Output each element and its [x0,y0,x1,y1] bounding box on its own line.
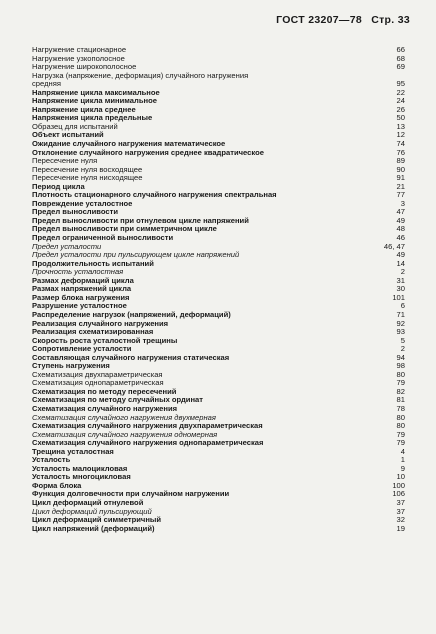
index-page-number: 89 [396,156,405,166]
index-term: Схематизация по методу пересечений [32,386,177,396]
index-page-number: 50 [396,113,405,123]
index-page-number: 9 [400,463,405,473]
index-term: Реализация схематизированная [32,327,154,337]
index-term: Объект испытаний [32,130,104,140]
index-term: Распределение нагрузок (напряжений, деформаций) [32,309,231,319]
index-page-number: 46 [396,233,405,243]
index-term: Цикл деформаций пульсирующий [32,506,152,516]
index-term: Ступень нагружения [32,361,110,371]
index-page-number: 32 [396,515,405,525]
index-term: Сопротивление усталости [32,344,132,354]
index-term: Предел ограниченной выносливости [32,233,174,243]
index-page-number: 49 [396,250,405,260]
index-term: Усталость малоцикловая [32,463,128,473]
index-page-number: 13 [396,121,405,131]
page-header [276,14,410,26]
index-term: Напряжение цикла максимальное [32,87,160,97]
index-page-number: 80 [396,421,405,431]
index-page-number: 5 [400,335,405,345]
index-term: Цикл деформаций симметричный [32,515,162,525]
index-page-number: 78 [396,403,405,413]
index-term: Цикл деформаций отнулевой [32,497,144,507]
index-list [32,46,405,533]
index-term: Схематизация случайного нагружения [32,403,178,413]
index-page-number: 2 [400,344,405,354]
index-term: Пересечение нуля нисходящее [32,173,143,183]
index-page-number: 68 [396,53,405,63]
index-page-number: 81 [396,395,405,405]
standard-number: ГОСТ 23207—78 [276,14,363,26]
index-page-number: 12 [396,130,405,140]
index-term: Схематизация случайного нагружения двухмерная [32,412,216,422]
index-term: Предел усталости [32,241,102,251]
index-page-number: 10 [396,472,405,482]
index-term: Отклонение случайного нагружения среднее квадратическое [32,147,264,157]
index-term: Предел выносливости при отнулевом цикле напряжений [32,215,249,225]
index-term: Период цикла [32,181,85,191]
index-term: Разрушение усталостное [32,301,127,311]
index-term: Прочность усталостная [32,267,124,277]
index-page-number: 100 [392,480,405,490]
index-term: Напряжение цикла минимальное [32,96,157,106]
index-page-number: 79 [396,378,405,388]
index-page-number: 82 [396,386,405,396]
index-page-number: 3 [400,198,405,208]
index-page-number: 37 [396,506,405,516]
index-term: Нагрузка (напряжение, деформация) случайного нагружения [32,70,249,80]
index-term: Предел выносливости при симметричном цикле [32,224,217,234]
index-term: Напряжения цикла предельные [32,113,153,123]
index-term: Образец для испытаний [32,121,118,131]
index-page-number: 98 [396,361,405,371]
index-term: Ожидание случайного нагружения математическое [32,139,226,149]
index-term: Продолжительность испытаний [32,258,154,268]
index-page-number: 71 [396,309,405,319]
index-page-number: 6 [400,301,405,311]
index-term: Размах деформаций цикла [32,275,134,285]
index-page-number: 101 [392,292,405,302]
index-page-number: 49 [396,215,405,225]
index-page-number: 22 [396,87,405,97]
index-page-number: 91 [396,173,405,183]
index-term: Усталость [32,455,71,465]
index-term: Схематизация случайного нагружения двухпараметрическая [32,421,263,431]
index-term: Схематизация однопараметрическая [32,378,164,388]
index-term: Схематизация случайного нагружения одномерная [32,429,218,439]
index-page-number: 74 [396,139,405,149]
index-entry [32,525,405,534]
index-page-number: 30 [396,284,405,294]
index-page-number: 77 [396,190,405,200]
index-page-number: 80 [396,369,405,379]
index-page-number: 90 [396,164,405,174]
index-entry [32,448,405,457]
index-term: Форма блока [32,480,82,490]
index-page-number: 95 [396,79,405,89]
index-term: Нагружение стационарное [32,45,127,54]
index-page-number: 19 [396,523,405,533]
index-term: Нагружение узкополосное [32,53,125,63]
index-term: Усталость многоцикловая [32,472,131,482]
index-term: Реализация случайного нагружения [32,318,169,328]
index-page-number: 48 [396,224,405,234]
index-entry [32,174,405,183]
index-term: Цикл напряжений (деформаций) [32,523,155,533]
index-page-number: 94 [396,352,405,362]
index-page-number: 46, 47 [383,241,405,251]
index-term: Функция долговечности при случайном нагружении [32,489,230,499]
index-page-number: 76 [396,147,405,157]
index-term: Пересечение нуля восходящее [32,164,143,174]
index-term: Размах напряжений цикла [32,284,132,294]
index-page-number: 93 [396,327,405,337]
index-term: Напряжение цикла среднее [32,104,136,114]
index-term: средняя [32,79,61,89]
index-term: Размер блока нагружения [32,292,130,302]
index-page-number: 79 [396,429,405,439]
index-page-number: 106 [392,489,405,499]
page-number-label: Стр. 33 [371,14,410,26]
index-term: Предел выносливости [32,207,119,217]
index-term: Нагружение широкополосное [32,62,137,72]
index-page-number: 1 [400,455,405,465]
index-term: Схематизация двухпараметрическая [32,369,163,379]
index-page-number: 24 [396,96,405,106]
index-page-number: 92 [396,318,405,328]
index-page-number: 2 [400,267,405,277]
index-page-number: 37 [396,497,405,507]
index-page-number: 4 [400,446,405,456]
index-page-number: 21 [396,181,405,191]
index-page-number: 26 [396,104,405,114]
index-term: Трещина усталостная [32,446,114,456]
index-page-number: 14 [396,258,405,268]
index-term: Предел усталости при пульсирующем цикле напряжений [32,250,240,260]
index-term: Скорость роста усталостной трещины [32,335,178,345]
index-term: Схематизация по методу случайных ординат [32,395,204,405]
index-page-number: 66 [396,45,405,54]
index-page-number: 79 [396,438,405,448]
index-term: Пересечение нуля [32,156,98,166]
index-page-number: 31 [396,275,405,285]
index-page-number: 80 [396,412,405,422]
index-term: Повреждение усталостное [32,198,133,208]
index-entry [32,72,405,81]
index-page-number: 69 [396,62,405,72]
index-term: Плотность стационарного случайного нагружения спектральная [32,190,277,200]
index-term: Составляющая случайного нагружения статическая [32,352,230,362]
index-entry [32,473,405,482]
index-page-number: 47 [396,207,405,217]
index-term: Схематизация случайного нагружения однопараметрическая [32,438,264,448]
